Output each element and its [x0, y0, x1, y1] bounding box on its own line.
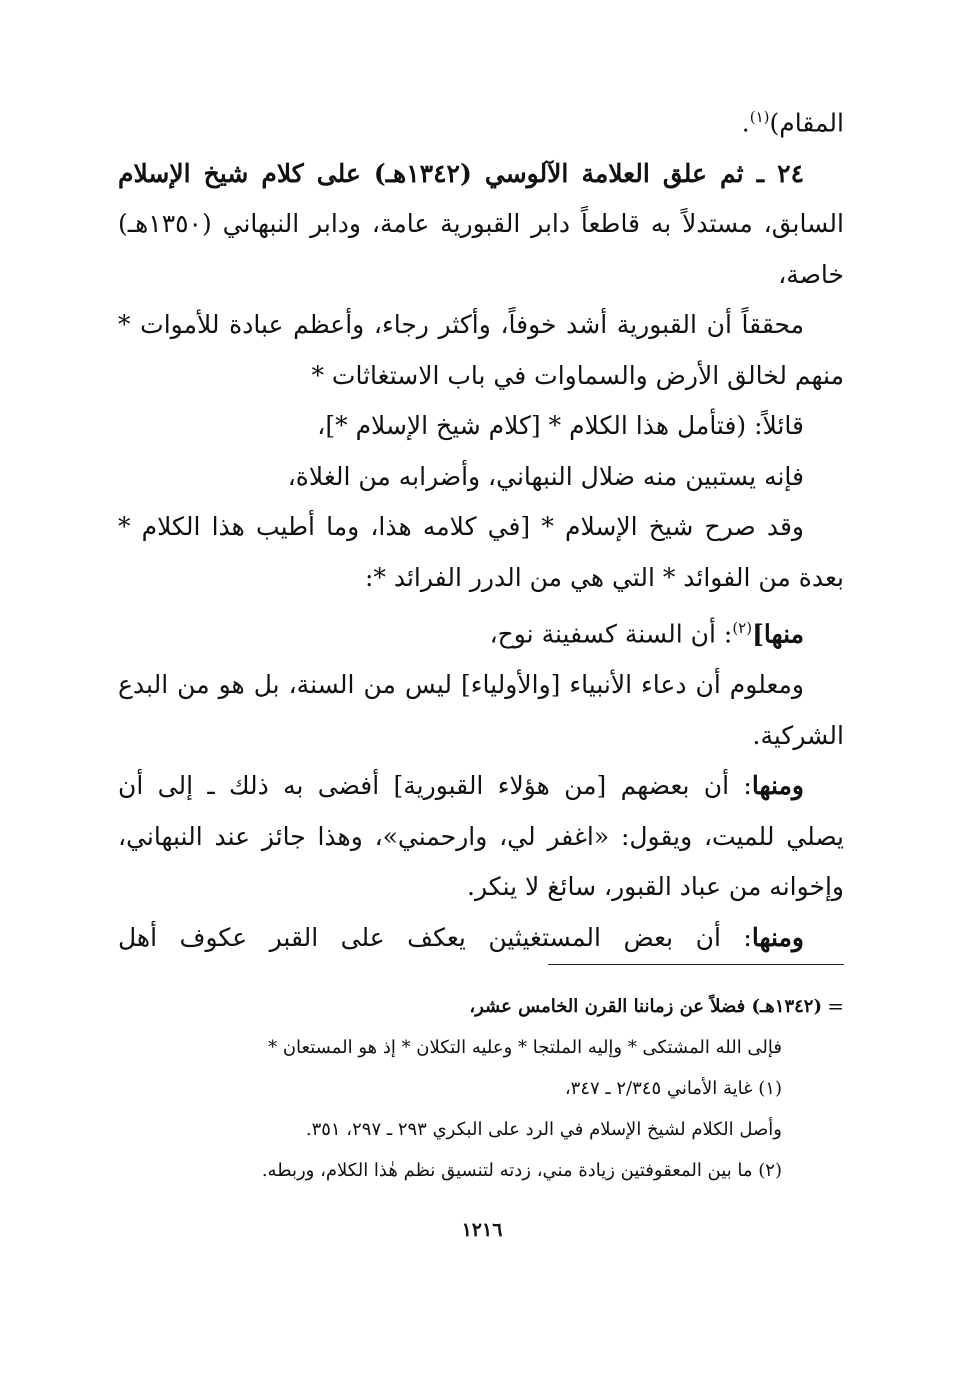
text-line-3: السابق، مستدلاً به قاطعاً دابر القبورية عامة، ودابر النبهاني (١٣٥٠هـ) [118, 209, 844, 239]
footnote-line-1: (١٣٤٢هـ) فضلاً عن زماننا القرن الخامس عشر، [469, 996, 822, 1017]
footnote-ref-1[interactable]: (١) [749, 108, 770, 126]
footnote-line-4: وأصل الكلام لشيخ الإسلام في الرد على البكري ٢٩٣ ـ ٢٩٧، ٣٥١. [305, 1119, 782, 1140]
text-line-4: خاصة، [778, 259, 844, 289]
text-line-16: وإخوانه من عباد القبور، سائغ لا ينكر. [467, 872, 844, 902]
text-line-5: محققاً أن القبورية أشد خوفاً، وأكثر رجاء، وأعظم عبادة للأموات * [118, 310, 804, 340]
footnote-ref-2[interactable]: (٢) [732, 619, 753, 638]
text-line-9: وقد صرح شيخ الإسلام * [في كلامه هذا، وما أطيب هذا الكلام * [118, 512, 804, 542]
text-line-8: فإنه يستبين منه ضلال النبهاني، وأضرابه من الغلاة، [287, 461, 804, 491]
text-line-11: منها]$^{(٢)}$: أن السنة كسفينة نوح، [489, 619, 804, 649]
continuation-mark: = [827, 994, 844, 1018]
footnotes [150, 986, 844, 1191]
footnote-line-5: (٢) ما بين المعقوفتين زيادة مني، زدته لتنسيق نظم هٰذا الكلام، وربطه. [261, 1160, 782, 1181]
text-line-10: بعدة من الفوائد * التي هي من الدرر الفرائد *: [364, 562, 844, 592]
main-text [118, 92, 844, 963]
text-line-6: منهم لخالق الأرض والسماوات في باب الاستغاثات * [311, 360, 844, 390]
footnote-separator [548, 964, 844, 965]
text-line-17: ومنها: أن بعض المستغيثين يعكف على القبر عكوف أهل [118, 922, 804, 952]
text-line-2: ٢٤ ـ ثم علق العلامة الآلوسي (١٣٤٢هـ) على كلام شيخ الإسلام [118, 158, 805, 188]
text-line-1: المقام)$^{(١)}$. [741, 108, 844, 138]
text-line-7: قائلاً: (فتأمل هذا الكلام * [كلام شيخ الإسلام *]، [317, 411, 804, 441]
text-line-14: ومنها: أن بعضهم [من هؤلاء القبورية] أفضى به ذلك ـ إلى أن [118, 771, 804, 801]
page-number: ١٢١٦ [461, 1219, 503, 1241]
text-line-12: ومعلوم أن دعاء الأنبياء [والأولياء] ليس من السنة، بل هو من البدع [118, 670, 804, 700]
text-line-15: يصلي للميت، ويقول: «اغفر لي، وارحمني»، وهذا جائز عند النبهاني، [118, 821, 844, 851]
footnote-line-2: فإلى الله المشتكى * وإليه الملتجا * وعليه التكلان * إذ هو المستعان * [268, 1037, 782, 1058]
text-line-13: الشركية. [752, 720, 844, 750]
footnote-line-3: (١) غاية الأماني ٢/٣٤٥ ـ ٣٤٧، [564, 1078, 782, 1099]
